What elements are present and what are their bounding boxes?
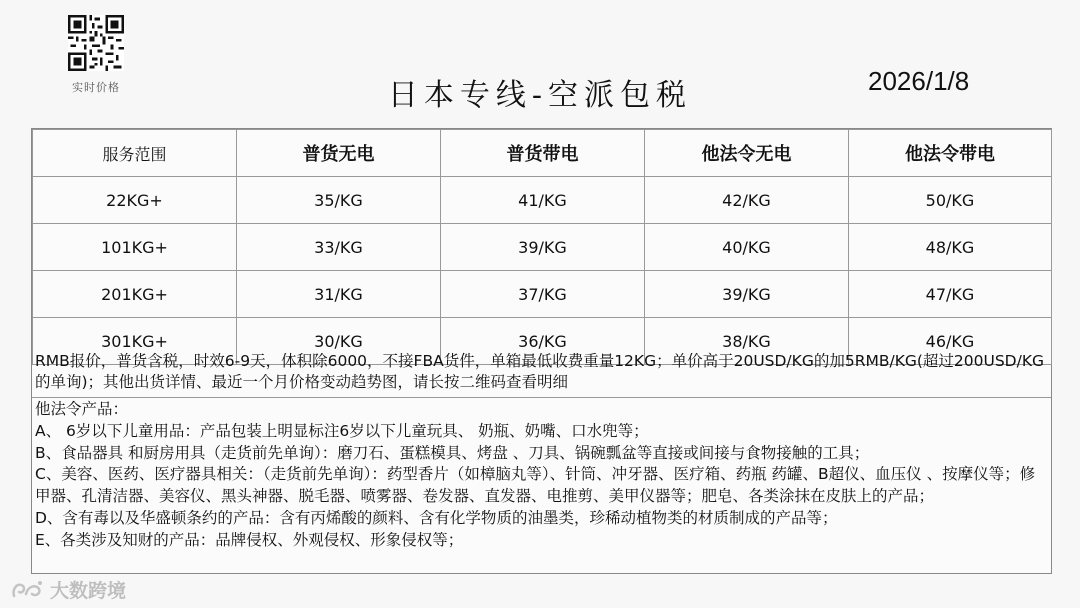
restricted-heading: 他法令产品： [35, 400, 129, 418]
weight-tier: 201KG+ [33, 271, 237, 318]
restricted-item: E、各类涉及知财的产品：品牌侵权、外观侵权、形象侵权等； [35, 530, 464, 549]
table-row [33, 177, 1052, 224]
price-sheet [31, 128, 1052, 574]
price-cell: 30/KG [237, 318, 441, 365]
price-cell: 33/KG [237, 224, 441, 271]
restricted-item: B、食品器具 和厨房用具（走货前先单询）：磨刀石、蛋糕模具、烤盘 、刀具、锅碗瓢盆等直接或间接与食物接触的工具； [35, 443, 870, 462]
price-cell: 36/KG [441, 318, 645, 365]
header-general-no-battery: 普货无电 [237, 130, 441, 177]
qr-caption: 实时价格 [72, 81, 120, 94]
header-service-range: 服务范围 [33, 130, 237, 177]
price-cell: 48/KG [849, 224, 1052, 271]
price-table [32, 129, 1052, 365]
price-cell: 38/KG [645, 318, 849, 365]
price-cell: 39/KG [645, 271, 849, 318]
page-title: 日本专线-空派包税 [387, 78, 693, 113]
date-label: 2026/1/8 [868, 66, 970, 96]
table-row [33, 271, 1052, 318]
restricted-products [35, 399, 1047, 552]
qr-code[interactable] [68, 15, 124, 71]
table-header-row [33, 130, 1052, 177]
header-general-with-battery: 普货带电 [441, 130, 645, 177]
watermark-logo-icon [10, 578, 44, 602]
watermark [10, 576, 126, 603]
price-cell: 37/KG [441, 271, 645, 318]
restricted-item: D、含有毒以及华盛顿条约的产品：含有丙烯酸的颜料、含有化学物质的油墨类，珍稀动植物类的材质制成的产品等； [35, 508, 838, 527]
weight-tier: 101KG+ [33, 224, 237, 271]
price-cell: 42/KG [645, 177, 849, 224]
price-cell: 47/KG [849, 271, 1052, 318]
price-cell: 50/KG [849, 177, 1052, 224]
price-cell: 35/KG [237, 177, 441, 224]
weight-tier: 22KG+ [33, 177, 237, 224]
watermark-text: 大数跨境 [50, 580, 127, 602]
price-cell: 46/KG [849, 318, 1052, 365]
header-regulated-no-battery: 他法令无电 [645, 130, 849, 177]
restricted-item: A、 6岁以下儿童用品：产品包装上明显标注6岁以下儿童玩具、 奶瓶、奶嘴、口水兜等； [35, 421, 649, 440]
weight-tier: 301KG+ [33, 318, 237, 365]
table-row [33, 224, 1052, 271]
header-regulated-with-battery: 他法令带电 [849, 130, 1052, 177]
restricted-item: C、美容、医药、医疗器具相关：（走货前先单询）：药型香片（如樟脑丸等）、针筒、冲牙器、医疗箱、药瓶 药罐、B超仪、血压仪 、按摩仪等；修甲器、孔清洁器、美容仪、黑头神器、脱毛器、喷雾器、卷发器、直发器、电推剪、美甲仪器等；肥皂、各类涂抹在皮肤上的产品； [35, 465, 1036, 506]
price-cell: 39/KG [441, 224, 645, 271]
pricing-note: RMB报价，普货含税，时效6-9天，体积除6000，不接FBA货件，单箱最低收费重量12KG；单价高于20USD/KG的加5RMB/KG(超过200USD/KG的单询)；其他出货详情、最近一个月价格变动趋势图，请长按二维码查看明细 [35, 352, 1045, 391]
price-cell: 41/KG [441, 177, 645, 224]
price-cell: 40/KG [645, 224, 849, 271]
divider [32, 397, 1051, 398]
price-cell: 31/KG [237, 271, 441, 318]
